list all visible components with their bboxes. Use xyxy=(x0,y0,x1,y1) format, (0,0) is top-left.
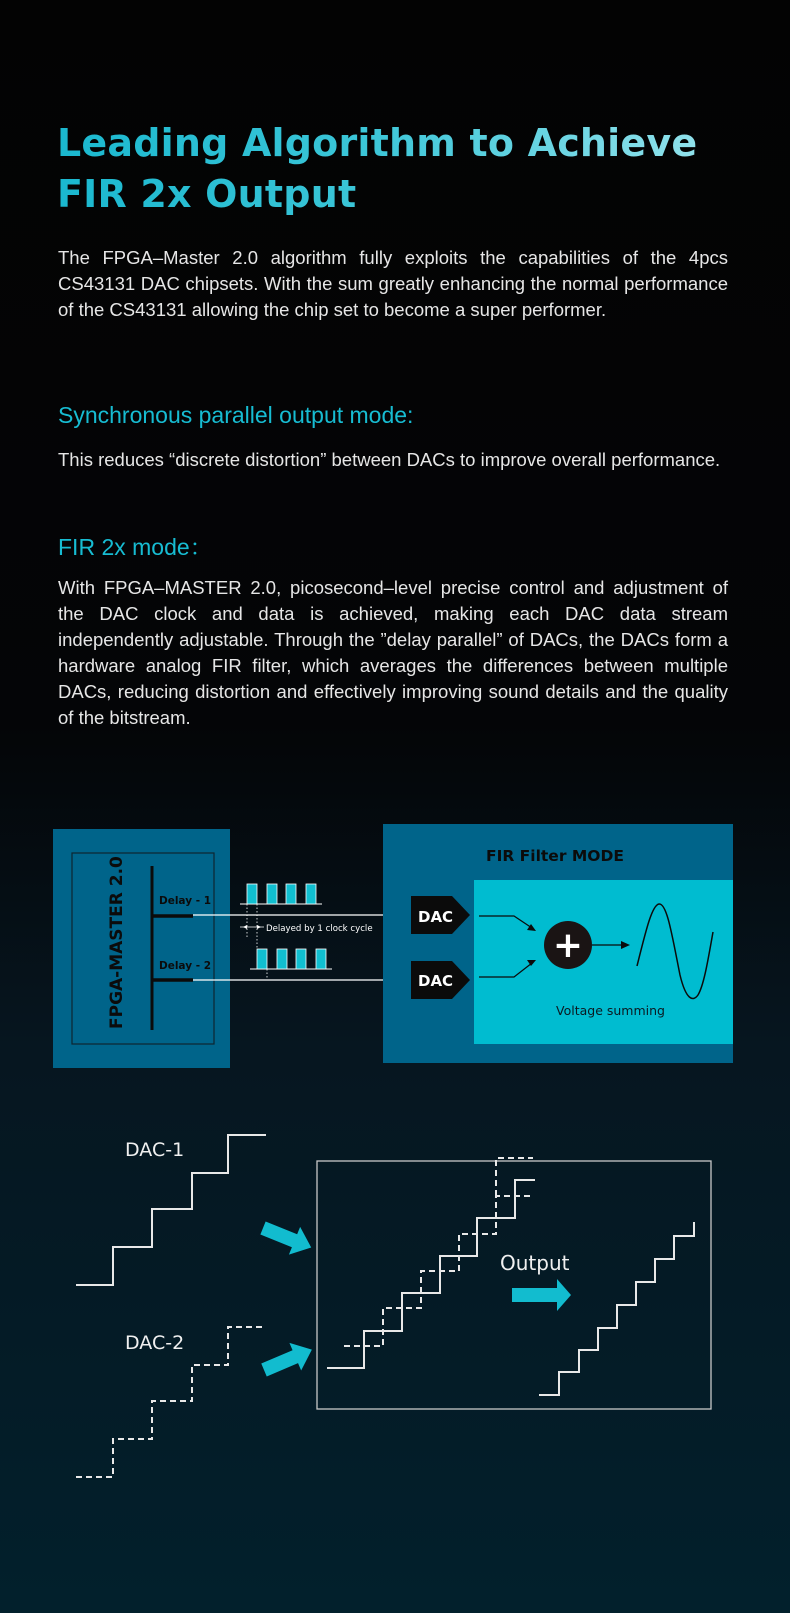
intro-paragraph: The FPGA–Master 2.0 algorithm fully exploits the capabilities of the 4pcs CS43131 DAC chipsets. With the sum greatly enhancing the normal performance of the CS43131 allowing the chip set to become a super performer. xyxy=(58,247,728,320)
pulse-train-2 xyxy=(250,949,332,969)
staircase-diagram xyxy=(0,1110,790,1510)
sum-symbol: + xyxy=(552,925,584,966)
dac-1-label: DAC xyxy=(418,908,454,926)
section-heading-fir-2x: FIR 2x mode： xyxy=(58,534,213,560)
dac-1-label: DAC-1 xyxy=(125,1139,185,1161)
dac-2-label: DAC-2 xyxy=(125,1332,185,1354)
output-staircase xyxy=(539,1222,694,1395)
fpga-label: FPGA-MASTER 2.0 xyxy=(107,856,127,1029)
section-body-fir-2x: With FPGA–MASTER 2.0, picosecond–level precise control and adjustment of the DAC clock and data is achieved, making each DAC data stream independently adjustable. Through the ”delay parallel” of DACs, the DACs form a hardware analog FIR filter, which averages the differences between multiple DACs, reducing distortion and effectively improving sound details and the quality of the bitstream. xyxy=(58,577,728,728)
summing-area xyxy=(474,880,733,1044)
output-label: Output xyxy=(500,1251,570,1275)
output-arrow-icon xyxy=(512,1279,571,1311)
title-line-1: Leading Algorithm to Achieve xyxy=(57,121,698,165)
delay-2-label: Delay - 2 xyxy=(159,960,212,972)
input-arrow-2-icon xyxy=(258,1336,318,1384)
pulse-train-1 xyxy=(240,884,322,904)
title-line-2: FIR 2x Output xyxy=(57,172,357,216)
page-title xyxy=(57,118,757,220)
input-arrow-1-icon xyxy=(257,1214,316,1261)
voltage-summing-caption: Voltage summing xyxy=(556,1003,665,1018)
fir-filter-title: FIR Filter MODE xyxy=(486,847,624,865)
fpga-panel xyxy=(53,829,230,1068)
delay-1-label: Delay - 1 xyxy=(159,895,212,907)
dac-2-label: DAC xyxy=(418,972,454,990)
fir-block-diagram xyxy=(0,820,790,1070)
delay-note: Delayed by 1 clock cycle xyxy=(266,924,373,934)
section-heading-sync-parallel: Synchronous parallel output mode: xyxy=(58,402,414,428)
section-body-sync-parallel: This reduces “discrete distortion” between DACs to improve overall performance. xyxy=(58,449,721,470)
